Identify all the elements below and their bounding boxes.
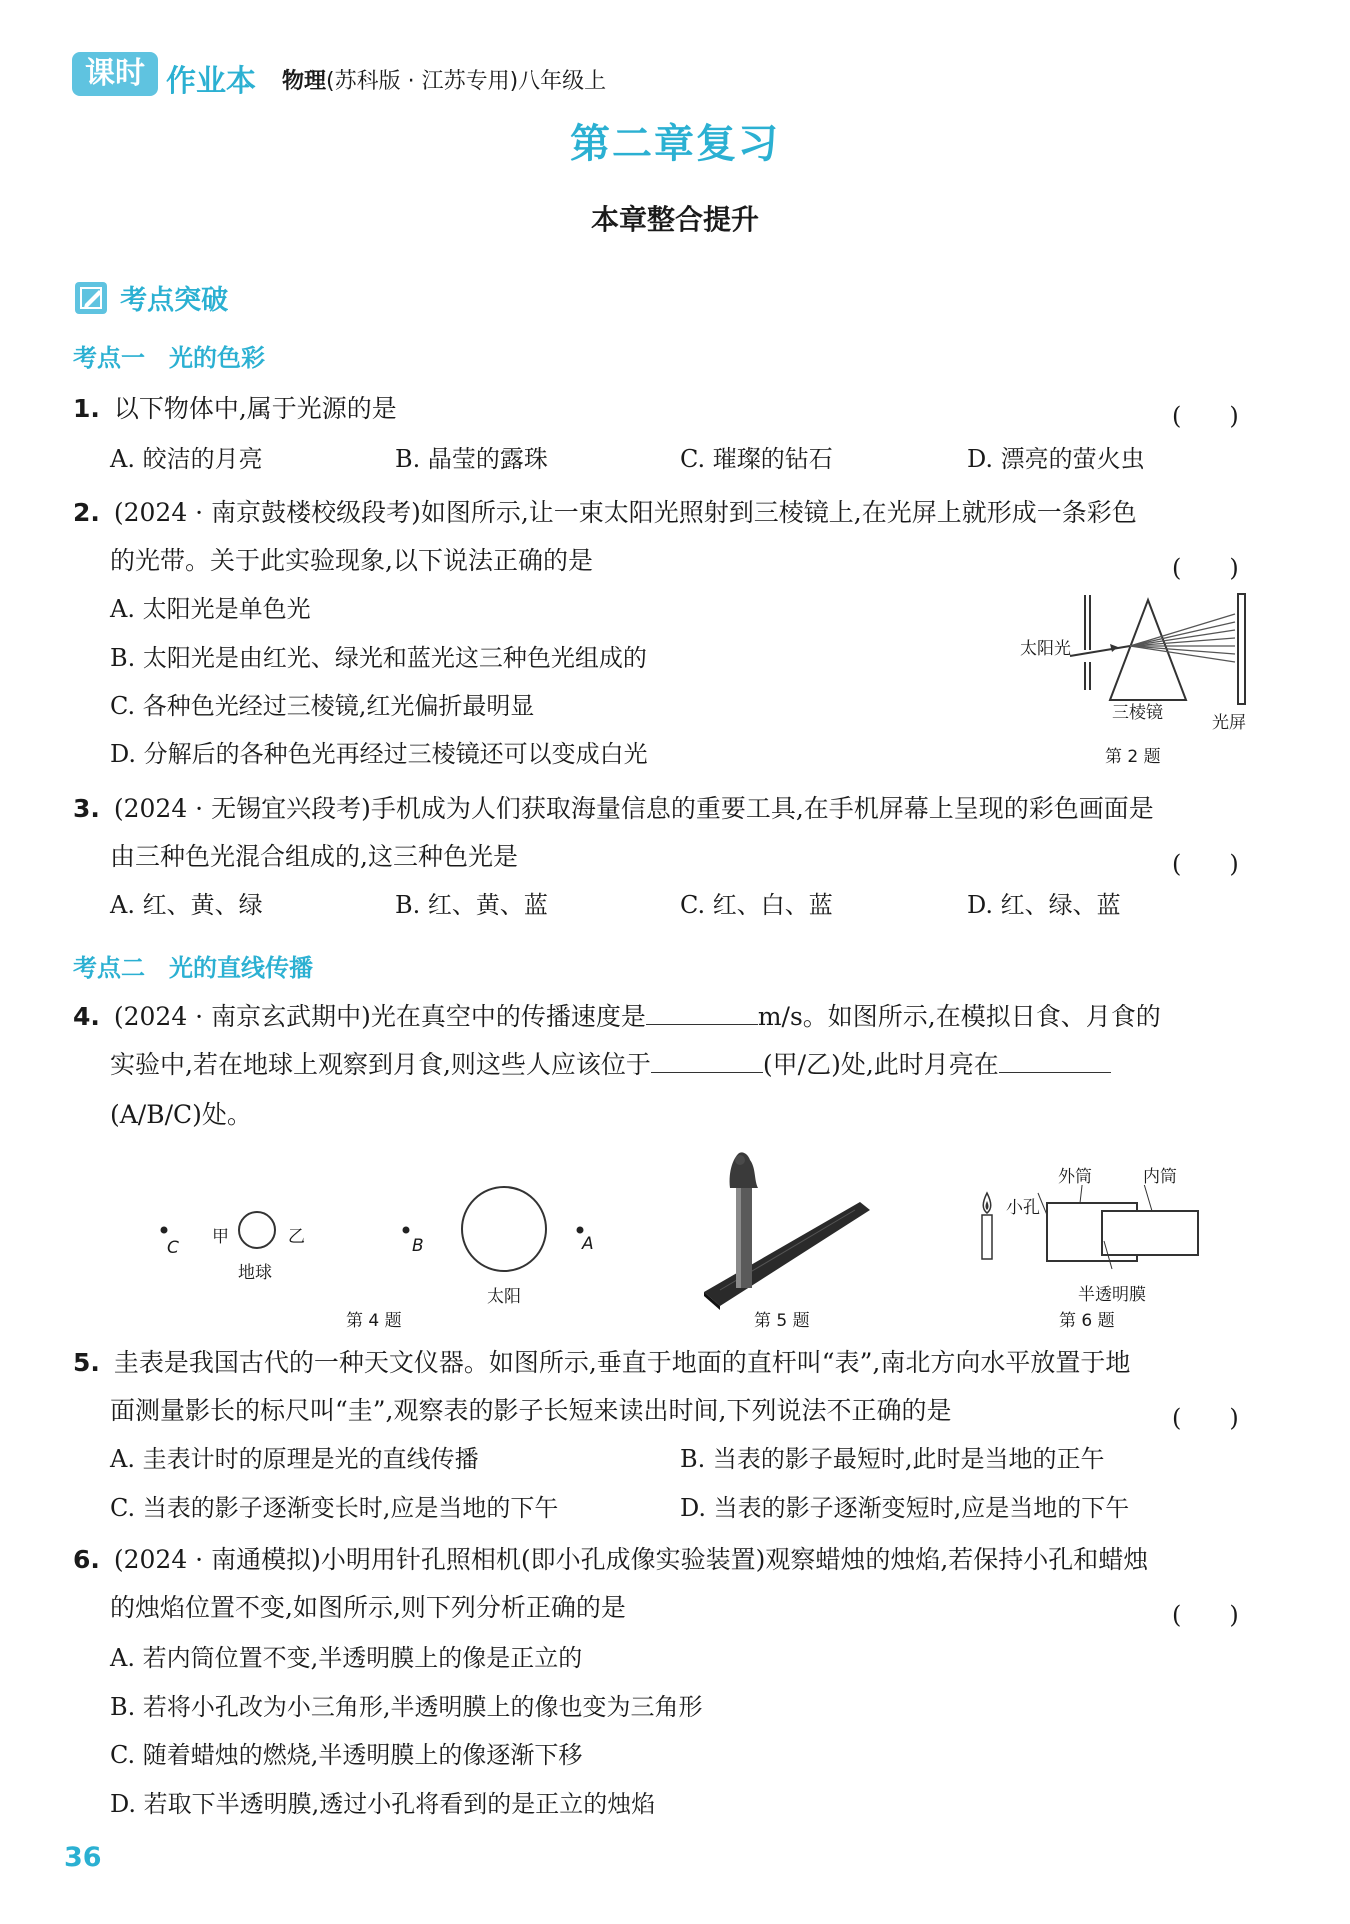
logo-text: 课时 xyxy=(85,56,145,91)
answer-paren: ( ) xyxy=(1172,402,1239,430)
option: A. 红、黄、绿 xyxy=(110,891,263,919)
question-stem-line: 圭表是我国古代的一种天文仪器。如图所示,垂直于地面的直杆叫“表”,南北方向水平放置于地 xyxy=(113,1348,1131,1377)
question-stem-part: (2024 · 南京玄武期中)光在真空中的传播速度是 xyxy=(113,1002,646,1031)
option: B. 晶莹的露珠 xyxy=(395,445,548,473)
option: A. 圭表计时的原理是光的直线传播 xyxy=(110,1445,479,1473)
page-number: 36 xyxy=(64,1842,102,1873)
option: C. 璀璨的钻石 xyxy=(680,445,833,473)
question-2 xyxy=(73,498,1137,528)
question-stem-line: (2024 · 南京鼓楼校级段考)如图所示,让一束太阳光照射到三棱镜上,在光屏上就形成一条彩色 xyxy=(113,498,1137,527)
point-a xyxy=(577,1227,584,1234)
option: C. 当表的影子逐渐变长时,应是当地的下午 xyxy=(110,1494,559,1522)
answer-blank[interactable] xyxy=(646,1002,758,1025)
header-subject-line xyxy=(282,64,606,95)
label-prism: 三棱镜 xyxy=(1112,703,1163,723)
question-number: 6. xyxy=(73,1545,100,1574)
answer-blank[interactable] xyxy=(999,1050,1111,1073)
label-sunlight: 太阳光 xyxy=(1020,639,1071,659)
option: D. 红、绿、蓝 xyxy=(967,891,1121,919)
option: D. 当表的影子逐渐变短时,应是当地的下午 xyxy=(680,1494,1130,1522)
header-grade: 八年级上 xyxy=(518,69,607,94)
option: B. 太阳光是由红光、绿光和蓝光这三种色光组成的 xyxy=(110,644,647,672)
figure-caption: 第 2 题 xyxy=(1105,747,1161,767)
question-stem-line: 由三种色光混合组成的,这三种色光是 xyxy=(110,842,518,871)
label-earth: 地球 xyxy=(238,1263,272,1283)
label-screen: 光屏 xyxy=(1212,713,1246,733)
option: A. 皎洁的月亮 xyxy=(110,445,263,473)
option: B. 若将小孔改为小三角形,半透明膜上的像也变为三角形 xyxy=(110,1693,703,1721)
option: D. 漂亮的萤火虫 xyxy=(967,445,1145,473)
option: C. 各种色光经过三棱镜,红光偏折最明显 xyxy=(110,692,535,720)
answer-paren: ( ) xyxy=(1172,1601,1239,1629)
figure-caption: 第 6 题 xyxy=(1059,1311,1115,1331)
question-number: 4. xyxy=(73,1002,100,1031)
point-c xyxy=(161,1227,168,1234)
question-stem-line: (A/B/C)处。 xyxy=(110,1100,252,1129)
topic-heading-1: 考点一 光的色彩 xyxy=(73,344,265,372)
logo-badge xyxy=(72,52,158,96)
question-stem-line: 的光带。关于此实验现象,以下说法正确的是 xyxy=(110,546,593,575)
question-number: 1. xyxy=(73,394,100,423)
label-outer-tube: 外筒 xyxy=(1058,1167,1092,1187)
answer-paren: ( ) xyxy=(1172,850,1239,878)
topic-heading-2: 考点二 光的直线传播 xyxy=(73,954,313,982)
page-subtitle: 本章整合提升 xyxy=(590,203,759,236)
question-number: 5. xyxy=(73,1348,100,1377)
question-4-line-2 xyxy=(110,1050,1111,1080)
label-jia: 甲 xyxy=(212,1227,229,1247)
section-title: 考点突破 xyxy=(120,285,229,316)
gnomon-figure xyxy=(700,1150,880,1310)
question-6 xyxy=(73,1545,1148,1575)
question-stem-line: 面测量影长的标尺叫“圭”,观察表的影子长短来读出时间,下列说法不正确的是 xyxy=(110,1396,952,1425)
gui-ruler xyxy=(704,1202,870,1306)
question-number: 2. xyxy=(73,498,100,527)
answer-paren: ( ) xyxy=(1172,1404,1239,1432)
candle xyxy=(982,1215,992,1259)
answer-blank[interactable] xyxy=(651,1050,763,1073)
question-stem-line: (2024 · 无锡宜兴段考)手机成为人们获取海量信息的重要工具,在手机屏幕上呈现的彩色画面是 xyxy=(113,794,1154,823)
label-c: C xyxy=(167,1238,179,1258)
question-stem-part: m/s。如图所示,在模拟日食、月食的 xyxy=(757,1002,1161,1031)
label-film: 半透明膜 xyxy=(1078,1285,1146,1305)
label-yi: 乙 xyxy=(288,1227,305,1247)
question-stem-part: 实验中,若在地球上观察到月食,则这些人应该位于 xyxy=(110,1050,651,1079)
option: D. 若取下半透明膜,透过小孔将看到的是正立的烛焰 xyxy=(110,1790,656,1818)
series-name: 作业本 xyxy=(166,64,256,99)
figure-caption: 第 4 题 xyxy=(346,1311,402,1331)
header-subject: 物理 xyxy=(282,69,327,94)
question-number: 3. xyxy=(73,794,100,823)
label-a: A xyxy=(582,1234,594,1254)
question-stem-part: (甲/乙)处,此时月亮在 xyxy=(762,1050,999,1079)
question-stem-line: (2024 · 南通模拟)小明用针孔照相机(即小孔成像实验装置)观察蜡烛的烛焰,若保持小孔和蜡烛 xyxy=(113,1545,1149,1574)
point-b xyxy=(403,1227,410,1234)
question-5 xyxy=(73,1348,1130,1378)
inner-tube xyxy=(1102,1211,1198,1255)
option: A. 太阳光是单色光 xyxy=(110,595,311,623)
option: A. 若内筒位置不变,半透明膜上的像是正立的 xyxy=(110,1644,583,1672)
option: D. 分解后的各种色光再经过三棱镜还可以变成白光 xyxy=(110,740,648,768)
question-stem: 以下物体中,属于光源的是 xyxy=(113,394,397,423)
answer-paren: ( ) xyxy=(1172,554,1239,582)
header-edition: (苏科版 · 江苏专用) xyxy=(326,69,519,94)
section-heading xyxy=(73,278,228,317)
chapter-title: 第二章复习 xyxy=(570,120,780,167)
edit-icon xyxy=(73,280,109,316)
sun-circle xyxy=(462,1187,546,1271)
option: B. 红、黄、蓝 xyxy=(395,891,548,919)
question-stem-line: 的烛焰位置不变,如图所示,则下列分析正确的是 xyxy=(110,1593,626,1622)
question-4 xyxy=(73,1002,1161,1032)
label-sun: 太阳 xyxy=(487,1287,521,1307)
earth-circle xyxy=(239,1212,275,1248)
label-pinhole: 小孔 xyxy=(1006,1198,1040,1218)
label-b: B xyxy=(412,1236,424,1256)
option: C. 红、白、蓝 xyxy=(680,891,833,919)
question-3 xyxy=(73,794,1154,824)
question-1 xyxy=(73,394,1253,424)
figure-caption: 第 5 题 xyxy=(754,1311,810,1331)
option: B. 当表的影子最短时,此时是当地的正午 xyxy=(680,1445,1105,1473)
option: C. 随着蜡烛的燃烧,半透明膜上的像逐渐下移 xyxy=(110,1741,583,1769)
label-inner-tube: 内筒 xyxy=(1143,1167,1177,1187)
